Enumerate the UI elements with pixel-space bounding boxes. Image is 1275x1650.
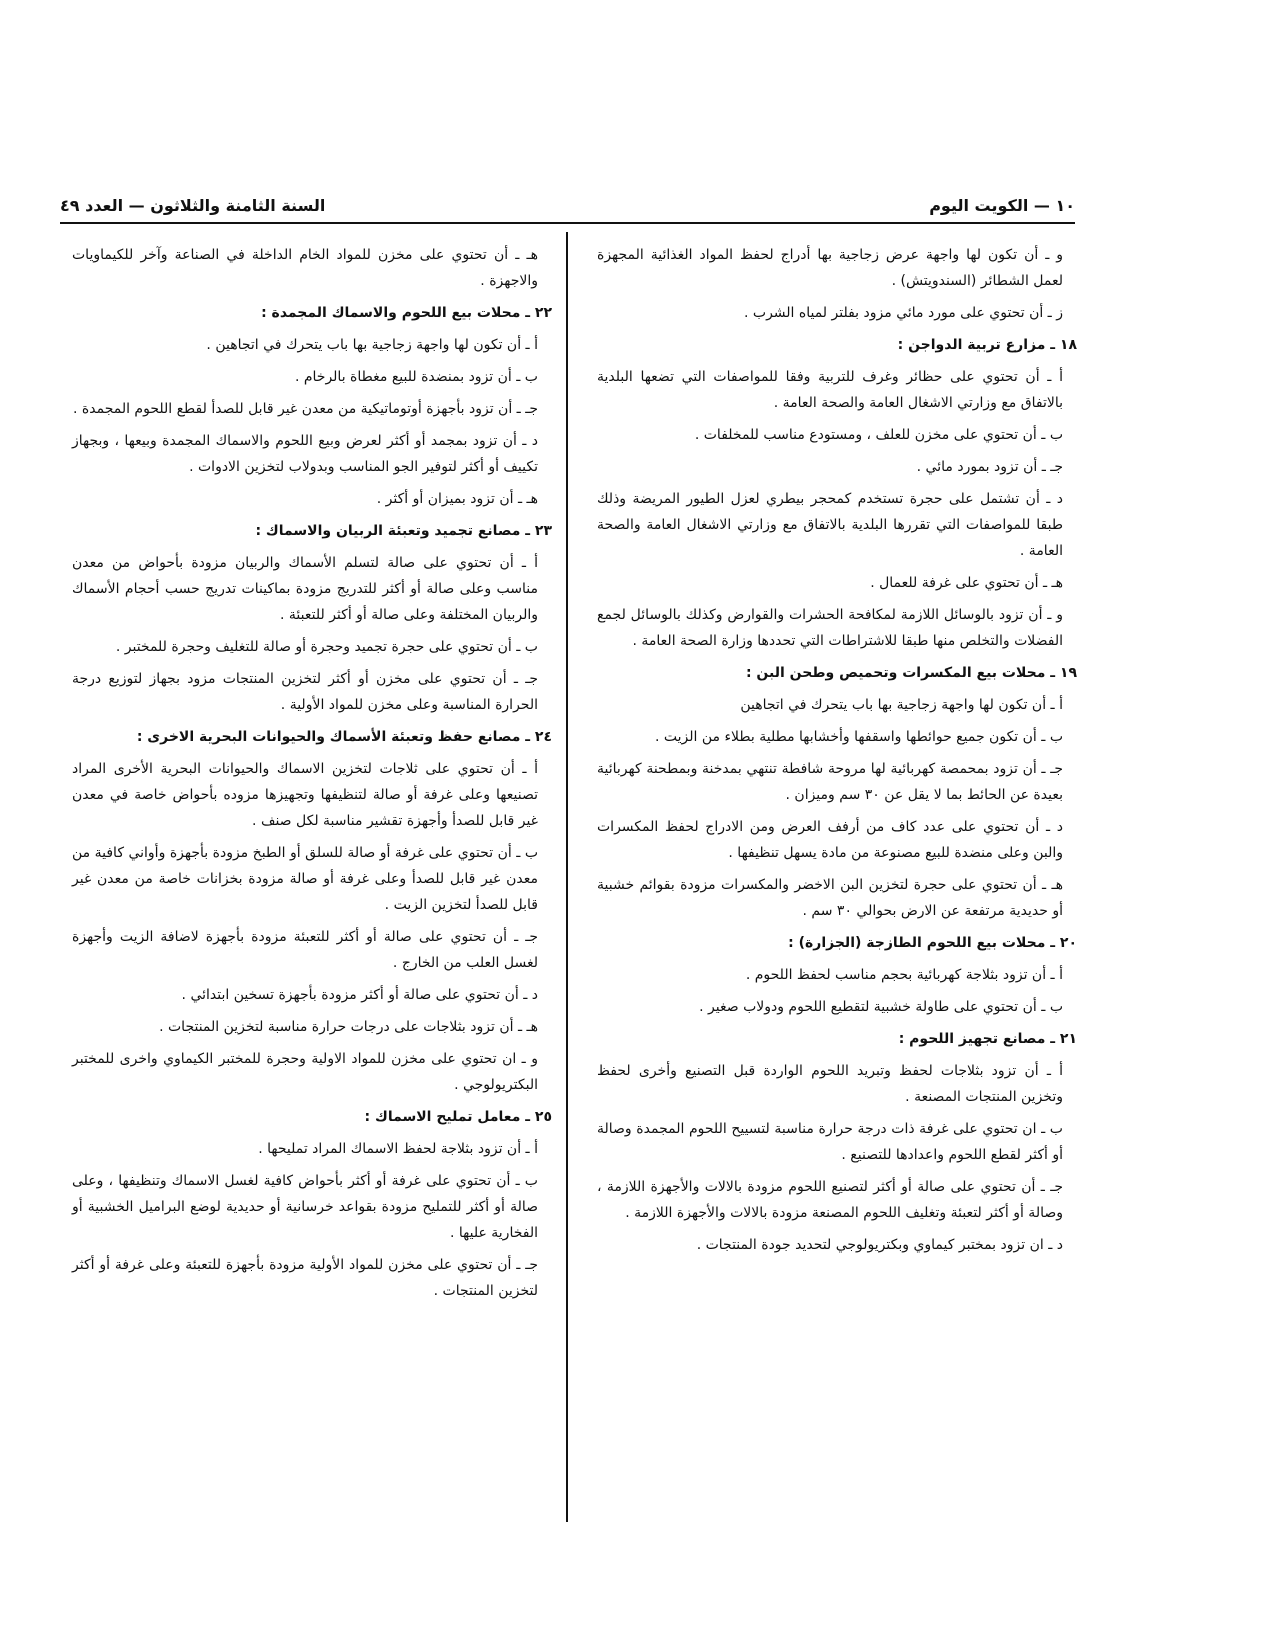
section-heading: ٢٢ ـ محلات بيع اللحوم والاسماك المجمدة :	[261, 305, 552, 321]
paragraph: جـ ـ أن تحتوي على صالة أو أكثر لتصنيع اللحوم مزودة بالالات والأجهزة اللازمة ، وصالة أو أكثر لتعبئة وتغليف اللحوم المصنعة مزودة بالالات والأجهزة اللازمة .	[597, 1179, 1063, 1221]
paragraph: أ ـ أن تحتوي على ثلاجات لتخزين الاسماك والحيوانات البحرية الأخرى المراد تصنيعها وعلى غرفة أو صالة لتنظيفها وتجهيزها مزوده بأحواض خاصة في معدن غير قابل للصدأ وأجهزة تقشير مناسبة لكل صنف .	[72, 761, 538, 829]
paragraph: هـ ـ أن تحتوي على حجرة لتخزين البن الاخضر والمكسرات مزودة بقوائم خشبية أو حديدية مرتفعة عن الارض بحوالي ٣٠ سم .	[597, 877, 1063, 919]
paragraph: د ـ أن تشتمل على حجرة تستخدم كمحجر بيطري لعزل الطيور المريضة وذلك طبقا للمواصفات التي تقررها البلدية بالاتفاق مع وزارتي الاشغال العامة والصحة العامة .	[597, 491, 1063, 559]
paragraph: ب ـ أن تحتوي على غرفة أو صالة للسلق أو الطبخ مزودة بأجهزة وأواني كافية من معدن غير قابل للصدأ وعلى غرفة أو صالة مزودة بخزانات خاصة من معدن غير قابل للصدأ لتخزين الزيت .	[72, 845, 538, 913]
section-heading: ٢٥ ـ معامل تمليح الاسماك :	[364, 1109, 552, 1125]
paragraph: جـ ـ أن تحتوي على مخزن للمواد الأولية مزودة بأجهزة للتعبئة وعلى غرفة أو أكثر لتخزين المنتجات .	[72, 1257, 538, 1299]
section-heading: ٢١ ـ مصانع تجهيز اللحوم :	[898, 1031, 1077, 1047]
paragraph: أ ـ أن تزود بثلاجة كهربائية بحجم مناسب لحفظ اللحوم .	[745, 967, 1063, 983]
paragraph: ب ـ ان تحتوي على غرفة ذات درجة حرارة مناسبة لتسييح اللحوم المجمدة وصالة أو أكثر لقطع اللحوم واعدادها للتصنيع .	[597, 1121, 1063, 1163]
paragraph: هـ ـ أن تزود بميزان أو أكثر .	[376, 491, 538, 507]
paragraph: جـ ـ أن تحتوي على صالة أو أكثر للتعبئة مزودة بأجهزة لاضافة الزيت وأجهزة لغسل العلب من الخارج .	[72, 929, 538, 971]
paragraph: د ـ أن تحتوي على صالة أو أكثر مزودة بأجهزة تسخين ابتدائي .	[181, 987, 538, 1003]
paragraph: ب ـ أن تحتوي على حجرة تجميد وحجرة أو صالة للتغليف وحجرة للمختبر .	[115, 639, 538, 655]
paragraph: جـ ـ أن تحتوي على مخزن أو أكثر لتخزين المنتجات مزود بجهاز لتوزيع درجة الحرارة المناسبة وعلى مخزن للمواد الأولية .	[72, 671, 538, 713]
section-heading: ١٨ ـ مزارع تربية الدواجن :	[897, 337, 1077, 353]
paragraph: أ ـ أن تحتوي على حظائر وغرف للتربية وفقا للمواصفات التي تضعها البلدية بالاتفاق مع وزارتي الاشغال العامة والصحة العامة .	[597, 369, 1063, 411]
column-divider	[566, 232, 568, 1522]
paragraph: ز ـ أن تحتوي على مورد مائي مزود بفلتر لمياه الشرب .	[743, 305, 1063, 321]
paragraph: و ـ ان تحتوي على مخزن للمواد الاولية وحجرة للمختبر الكيماوي واخرى للمختبر البكتريولوجي .	[72, 1051, 538, 1093]
paragraph: د ـ أن تحتوي على عدد كاف من أرفف العرض ومن الادراج لحفظ المكسرات والبن وعلى منضدة للبيع مصنوعة من مادة يسهل تنظيفها .	[597, 819, 1063, 861]
section-heading: ٢٤ ـ مصانع حفظ وتعبئة الأسماك والحيوانات البحرية الاخرى :	[136, 729, 552, 745]
paragraph: و ـ أن تزود بالوسائل اللازمة لمكافحة الحشرات والقوارض وكذلك بالوسائل لجمع الفضلات والتخلص منها طبقا للاشتراطات التي تحددها وزارة الصحة العامة .	[597, 607, 1063, 649]
paragraph: جـ ـ أن تزود بمورد مائي .	[916, 459, 1063, 475]
paragraph: أ ـ أن تكون لها واجهة زجاجية بها باب يتحرك في اتجاهين .	[206, 337, 538, 353]
paragraph: أ ـ أن تكون لها واجهة زجاجية بها باب يتحرك في اتجاهين	[740, 697, 1063, 713]
paragraph: جـ ـ أن تزود بأجهزة أوتوماتيكية من معدن غير قابل للصدأ لقطع اللحوم المجمدة .	[73, 401, 538, 417]
paragraph: و ـ أن تكون لها واجهة عرض زجاجية بها أدراج لحفظ المواد الغذائية المجهزة لعمل الشطائر (السندويتش) .	[597, 247, 1063, 289]
paragraph: ب ـ أن تزود بمنضدة للبيع مغطاة بالرخام .	[294, 369, 538, 385]
left-column	[72, 242, 552, 1310]
section-heading: ٢٠ ـ محلات بيع اللحوم الطازجة (الجزارة) :	[788, 935, 1077, 951]
paragraph: ب ـ أن تكون جميع حوائطها واسقفها وأخشابها مطلية بطلاء من الزيت .	[654, 729, 1063, 745]
paragraph: جـ ـ أن تزود بمحمصة كهربائية لها مروحة شافطة تنتهي بمدخنة وبمطحنة كهربائية بعيدة عن الحائط بما لا يقل عن ٣٠ سم وميزان .	[597, 761, 1063, 803]
paragraph: هـ ـ أن تحتوي على غرفة للعمال .	[870, 575, 1063, 591]
paragraph: أ ـ أن تحتوي على صالة لتسلم الأسماك والربيان مزودة بأحواض من معدن مناسب وعلى صالة أو أكثر للتدريج مزودة بماكينات تدريج حسب أحجام الأسماك والربيان المختلفة وعلى صالة أو أكثر للتعبئة .	[72, 555, 538, 623]
paragraph: هـ ـ أن تحتوي على مخزن للمواد الخام الداخلة في الصناعة وآخر للكيماويات والاجهزة .	[72, 247, 538, 289]
paragraph: هـ ـ أن تزود بثلاجات على درجات حرارة مناسبة لتخزين المنتجات .	[159, 1019, 538, 1035]
page-header	[60, 188, 1075, 224]
right-column	[597, 242, 1077, 1264]
section-heading: ٢٣ ـ مصانع تجميد وتعبئة الربيان والاسماك :	[255, 523, 552, 539]
paragraph: أ ـ أن تزود بثلاجات لحفظ وتبريد اللحوم الواردة قبل التصنيع وأخرى لحفظ وتخزين المنتجات المصنعة .	[597, 1063, 1063, 1105]
section-heading: ١٩ ـ محلات بيع المكسرات وتحميص وطحن البن :	[745, 665, 1077, 681]
paragraph: ب ـ أن تحتوي على غرفة أو أكثر بأحواض كافية لغسل الاسماك وتنظيفها ، وعلى صالة أو أكثر للتمليح مزودة بقواعد خرسانية أو حديدية لوضع البراميل الخشبية أو الفخارية عليها .	[72, 1173, 538, 1241]
issue-info: السنة الثامنة والثلاثون — العدد ٤٩	[60, 195, 326, 215]
page-title: ١٠ — الكويت اليوم	[929, 195, 1075, 215]
paragraph: د ـ أن تزود بمجمد أو أكثر لعرض وبيع اللحوم والاسماك المجمدة وبيعها ، وبجهاز تكييف أو أكثر لتوفير الجو المناسب وبدولاب لتخزين الادوات .	[72, 433, 538, 475]
paragraph: ب ـ أن تحتوي على طاولة خشبية لتقطيع اللحوم ودولاب صغير .	[699, 999, 1063, 1015]
paragraph: أ ـ أن تزود بثلاجة لحفظ الاسماك المراد تمليحها .	[258, 1141, 538, 1157]
paragraph: د ـ ان تزود بمختبر كيماوي وبكتريولوجي لتحديد جودة المنتجات .	[696, 1237, 1063, 1253]
paragraph: ب ـ أن تحتوي على مخزن للعلف ، ومستودع مناسب للمخلفات .	[694, 427, 1063, 443]
